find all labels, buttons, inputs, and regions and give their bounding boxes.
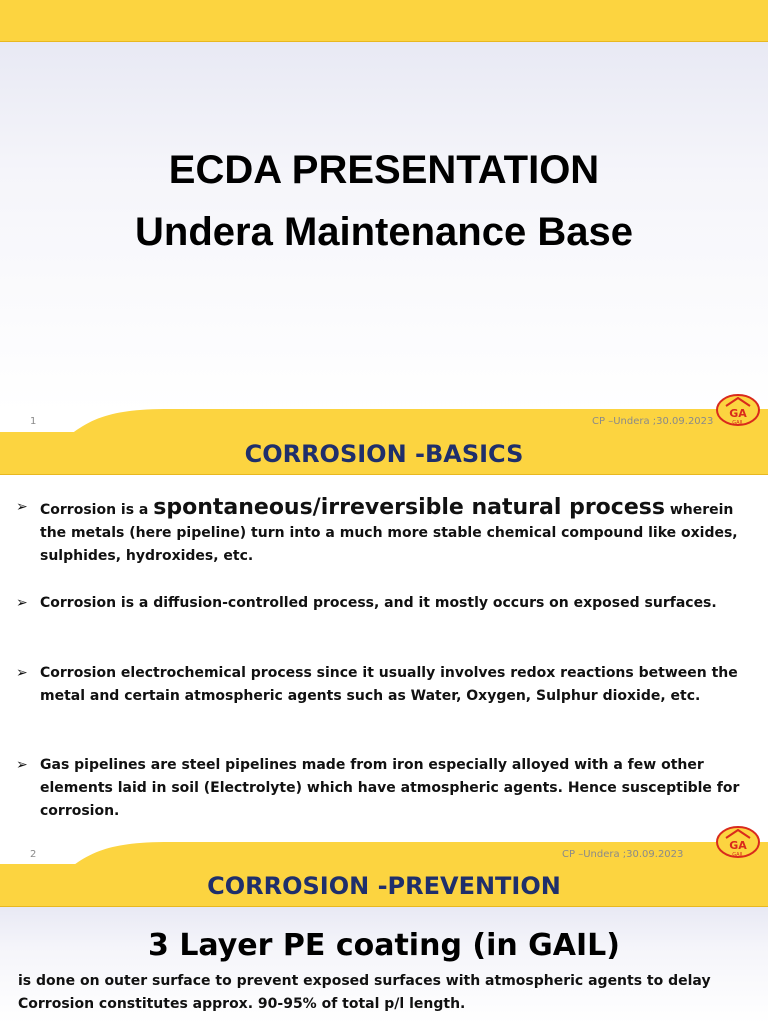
bullet-3-text: Corrosion electrochemical process since it usually involves redox reactions between the metal and certain atmospheric agents such as Water, Oxygen, Sulphur dioxide, etc. [40,665,738,704]
slide-3-header-title: CORROSION -PREVENTION [207,872,561,900]
svg-text:GAIL: GAIL [732,852,744,858]
svg-text:GA: GA [729,407,747,420]
slide-2-footer [0,838,768,864]
footer-date: CP –Undera ;30.09.2023 [562,849,684,860]
bullet-1-text-start: Corrosion is a [40,502,154,518]
bullet-1 [16,496,746,568]
slide-2-header-title: CORROSION -BASICS [244,440,524,468]
footer-date: CP –Undera ;30.09.2023 [592,416,714,427]
slide-3-subtitle: 3 Layer PE coating (in GAIL) [148,928,620,963]
slide-1 [0,0,768,432]
slide-2 [0,432,768,864]
bullet-arrow-icon: ➢ [16,595,28,611]
slide-1-footer [0,405,768,432]
slide-1-title-line-2: Undera Maintenance Base [135,210,633,254]
slide-1-title-line-1: ECDA PRESENTATION [168,148,600,192]
slide-3-text-line-1: is done on outer surface to prevent exposed surfaces with atmospheric agents to delay [18,973,711,989]
bullet-arrow-icon: ➢ [16,757,28,773]
bullet-3 [16,662,746,708]
gail-logo [716,826,756,856]
slide-3 [0,864,768,1024]
bullet-arrow-icon: ➢ [16,665,28,681]
bullet-2 [16,592,746,615]
slide-1-top-bar [0,0,768,42]
bullet-4-text: Gas pipelines are steel pipelines made from iron especially alloyed with a few other elements laid in soil (Electrolyte) which have atmospheric agents. Hence susceptible for corrosion. [40,757,740,819]
bullet-arrow-icon: ➢ [16,499,28,515]
bullet-2-text: Corrosion is a diffusion-controlled process, and it mostly occurs on exposed surfaces. [40,595,717,611]
bullet-1-text-end: wherein the metals (here pipeline) turn into a much more stable chemical compound like oxides, sulphides, hydroxides, etc. [40,502,738,564]
svg-text:GAIL: GAIL [732,420,744,426]
slide-number: 2 [30,849,37,860]
bullet-4 [16,754,746,823]
gail-logo [716,394,756,424]
svg-text:GA: GA [729,839,747,852]
bullet-1-emphasis: spontaneous/irreversible natural process [153,495,665,520]
slide-3-text-line-2: Corrosion constitutes approx. 90-95% of total p/l length. [18,996,466,1012]
slide-number: 1 [30,416,37,427]
